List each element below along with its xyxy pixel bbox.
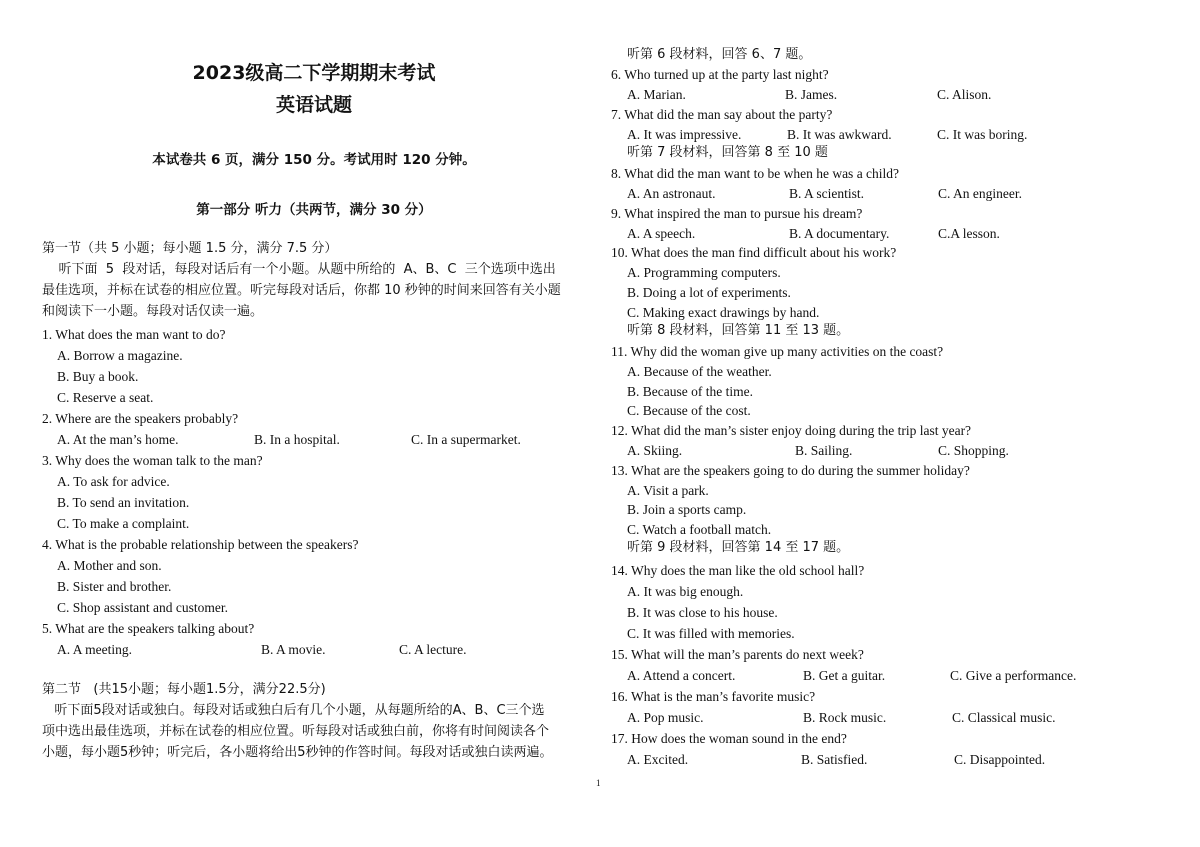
option: B. Join a sports camp. bbox=[627, 502, 747, 517]
option: B. Sister and brother. bbox=[57, 579, 172, 594]
option: C. Alison. bbox=[937, 87, 992, 102]
option: C. Give a performance. bbox=[950, 668, 1077, 683]
question: 15. What will the man’s parents do next week? bbox=[611, 647, 864, 662]
option: A. Pop music. bbox=[627, 710, 704, 725]
option: B. A scientist. bbox=[789, 186, 865, 201]
question: 8. What did the man want to be when he was a child? bbox=[611, 166, 900, 181]
option: A. Skiing. bbox=[627, 443, 683, 458]
option: B. To send an invitation. bbox=[57, 495, 190, 510]
option: A. To ask for advice. bbox=[57, 474, 170, 489]
section2-instruction: 小题，每小题5秒钟；听完后，各小题将给出5秒钟的作答时间。每段对话或独白读两遍。 bbox=[42, 745, 553, 760]
part1-heading: 第一部分 听力（共两节，满分 30 分） bbox=[196, 202, 432, 218]
option: B. In a hospital. bbox=[254, 432, 340, 447]
option: B. A movie. bbox=[261, 642, 326, 657]
option: C.A lesson. bbox=[938, 226, 1000, 241]
option: A. Attend a concert. bbox=[627, 668, 736, 683]
option: A. It was big enough. bbox=[627, 584, 744, 599]
section1-heading: 第一节（共 5 小题；每小题 1.5 分，满分 7.5 分） bbox=[42, 241, 338, 256]
section2-instruction: 听下面5段对话或独白。每段对话或独白后有几个小题，从每题所给的A、B、C三个选 bbox=[42, 703, 545, 718]
section1-instruction: 听下面 5 段对话，每段对话后有一个小题。从题中所给的 A、B、C 三个选项中选出 bbox=[42, 262, 556, 277]
option: C. Classical music. bbox=[952, 710, 1056, 725]
option: C. Shopping. bbox=[938, 443, 1009, 458]
option: C. An engineer. bbox=[938, 186, 1022, 201]
section1-instruction: 最佳选项，并标在试卷的相应位置。听完每段对话后，你都 10 秒钟的时间来回答有关小题 bbox=[42, 283, 561, 298]
option: C. A lecture. bbox=[399, 642, 467, 657]
option: A. A speech. bbox=[627, 226, 696, 241]
section2-instruction: 项中选出最佳选项，并标在试卷的相应位置。听每段对话或独白前，你将有时间阅读各个 bbox=[42, 724, 550, 739]
material-heading: 听第 8 段材料，回答第 11 至 13 题。 bbox=[627, 323, 850, 338]
option: C. To make a complaint. bbox=[57, 516, 190, 531]
option: B. Buy a book. bbox=[57, 369, 139, 384]
material-heading: 听第 9 段材料，回答第 14 至 17 题。 bbox=[627, 540, 850, 555]
option: C. Reserve a seat. bbox=[57, 390, 154, 405]
option: B. Rock music. bbox=[803, 710, 887, 725]
section2-heading: 第二节 (共15小题；每小题1.5分，满分22.5分) bbox=[42, 682, 326, 697]
option: C. Disappointed. bbox=[954, 752, 1046, 767]
section1-instruction: 和阅读下一小题。每段对话仅读一遍。 bbox=[42, 304, 264, 319]
option: B. It was awkward. bbox=[787, 127, 892, 142]
question: 12. What did the man’s sister enjoy doing during the trip last year? bbox=[611, 423, 972, 438]
option: C. Making exact drawings by hand. bbox=[627, 305, 820, 320]
question: 16. What is the man’s favorite music? bbox=[611, 689, 816, 704]
option: B. It was close to his house. bbox=[627, 605, 778, 620]
question: 2. Where are the speakers probably? bbox=[42, 411, 239, 426]
option: A. It was impressive. bbox=[627, 127, 742, 142]
option: B. Get a guitar. bbox=[803, 668, 886, 683]
option: A. Excited. bbox=[627, 752, 689, 767]
question: 5. What are the speakers talking about? bbox=[42, 621, 255, 636]
option: B. Sailing. bbox=[795, 443, 853, 458]
question: 17. How does the woman sound in the end? bbox=[611, 731, 847, 746]
material-heading: 听第 6 段材料，回答 6、7 题。 bbox=[627, 47, 812, 62]
question: 7. What did the man say about the party? bbox=[611, 107, 833, 122]
exam-title: 2023级高二下学期期末考试 bbox=[192, 62, 436, 84]
option: B. Because of the time. bbox=[627, 384, 753, 399]
option: B. James. bbox=[785, 87, 838, 102]
question: 10. What does the man find difficult about his work? bbox=[611, 245, 897, 260]
option: C. Because of the cost. bbox=[627, 403, 751, 418]
page-number: 1 bbox=[596, 778, 601, 788]
material-heading: 听第 7 段材料，回答第 8 至 10 题 bbox=[627, 145, 828, 160]
question: 1. What does the man want to do? bbox=[42, 327, 226, 342]
option: A. Programming computers. bbox=[627, 265, 781, 280]
option: A. At the man’s home. bbox=[57, 432, 179, 447]
option: A. Marian. bbox=[627, 87, 686, 102]
option: C. Watch a football match. bbox=[627, 522, 772, 537]
question: 4. What is the probable relationship between the speakers? bbox=[42, 537, 359, 552]
option: B. Doing a lot of experiments. bbox=[627, 285, 791, 300]
option: B. A documentary. bbox=[789, 226, 890, 241]
option: C. It was boring. bbox=[937, 127, 1028, 142]
option: A. An astronaut. bbox=[627, 186, 716, 201]
question: 13. What are the speakers going to do during the summer holiday? bbox=[611, 463, 970, 478]
option: C. It was filled with memories. bbox=[627, 626, 795, 641]
exam-subtitle: 英语试题 bbox=[275, 94, 352, 116]
question: 3. Why does the woman talk to the man? bbox=[42, 453, 263, 468]
question: 9. What inspired the man to pursue his dream? bbox=[611, 206, 863, 221]
question: 14. Why does the man like the old school hall? bbox=[611, 563, 865, 578]
option: C. In a supermarket. bbox=[411, 432, 521, 447]
option: B. Satisfied. bbox=[801, 752, 868, 767]
question: 11. Why did the woman give up many activities on the coast? bbox=[611, 344, 944, 359]
option: C. Shop assistant and customer. bbox=[57, 600, 228, 615]
question: 6. Who turned up at the party last night? bbox=[611, 67, 829, 82]
option: A. Borrow a magazine. bbox=[57, 348, 183, 363]
exam-notice: 本试卷共 6 页，满分 150 分。考试用时 120 分钟。 bbox=[152, 152, 476, 168]
option: A. A meeting. bbox=[57, 642, 132, 657]
option: A. Mother and son. bbox=[57, 558, 162, 573]
option: A. Because of the weather. bbox=[627, 364, 772, 379]
option: A. Visit a park. bbox=[627, 483, 709, 498]
